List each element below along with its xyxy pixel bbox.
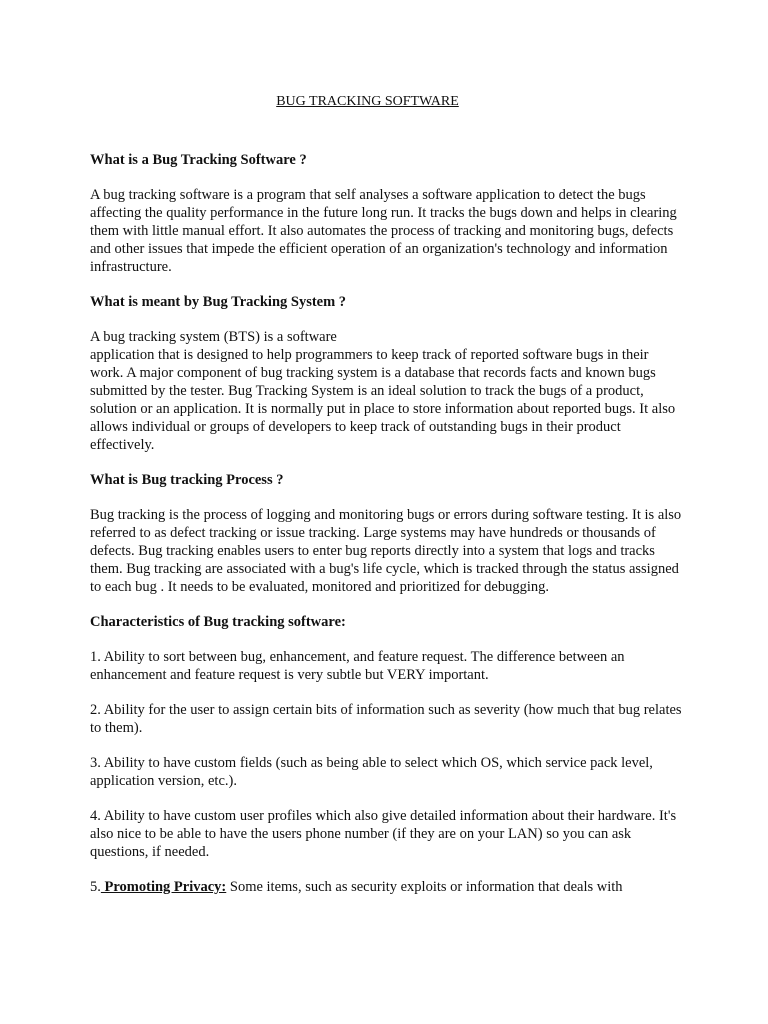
paragraph-first-line: A bug tracking system (BTS) is a software xyxy=(90,329,337,345)
list-item: 4. Ability to have custom user profiles which also give detailed information about their hardware. It's also nice to be able to have the users phone number (if they are on your LAN) so you can ask questions, if needed. xyxy=(90,808,677,860)
list-item: 3. Ability to have custom fields (such as being able to select which OS, which service pack level, application version, etc.). xyxy=(90,755,653,789)
section-heading-bug-tracking-system: What is meant by Bug Tracking System ? xyxy=(90,294,347,310)
section-heading-bug-tracking-process: What is Bug tracking Process ? xyxy=(90,472,284,488)
list-item: 2. Ability for the user to assign certain bits of information such as severity (how much that bug relates to them). xyxy=(90,702,682,736)
section-heading-what-is-bug-tracking-software: What is a Bug Tracking Software ? xyxy=(90,152,307,168)
list-item: 1. Ability to sort between bug, enhancement, and feature request. The difference between an enhancement and feature request is very subtle but VERY important. xyxy=(90,649,625,683)
section-paragraph-bug-tracking-system xyxy=(90,328,685,454)
list-item-text: Some items, such as security exploits or information that deals with xyxy=(226,879,623,895)
list-item-label-promoting-privacy: Promoting Privacy: xyxy=(100,879,227,895)
document-body xyxy=(90,151,685,913)
list-item xyxy=(90,878,685,896)
section-paragraph-bug-tracking-software: A bug tracking software is a program that self analyses a software application to detect the bugs affecting the quality performance in the future long run. It tracks the bugs down and helps in clearing them with little manual effort. It also automates the process of tracking and monitoring bugs, defects and other issues that impede the efficient operation of an organization's technology and information infrastructure. xyxy=(90,187,677,275)
document-title: BUG TRACKING SOFTWARE xyxy=(276,94,459,109)
section-paragraph-bug-tracking-process: Bug tracking is the process of logging and monitoring bugs or errors during software testing. It is also referred to as defect tracking or issue tracking. Large systems may have hundreds or thousands of defects. Bug tracking enables users to enter bug reports directly into a system that logs and tracks them. Bug tracking are associated with a bug's life cycle, which is tracked through the status assigned to each bug . It needs to be evaluated, monitored and prioritized for debugging. xyxy=(90,507,682,595)
section-heading-characteristics: Characteristics of Bug tracking software: xyxy=(90,614,346,630)
list-item-number: 5. xyxy=(90,879,101,895)
paragraph-rest: application that is designed to help programmers to keep track of reported software bugs in their work. A major component of bug tracking system is a database that records facts and known bugs submitted by the tester. Bug Tracking System is an ideal solution to track the bugs of a product, solution or an application. It is normally put in place to store information about reported bugs. It also allows individual or groups of developers to keep track of outstanding bugs in their product effectively. xyxy=(90,347,676,453)
